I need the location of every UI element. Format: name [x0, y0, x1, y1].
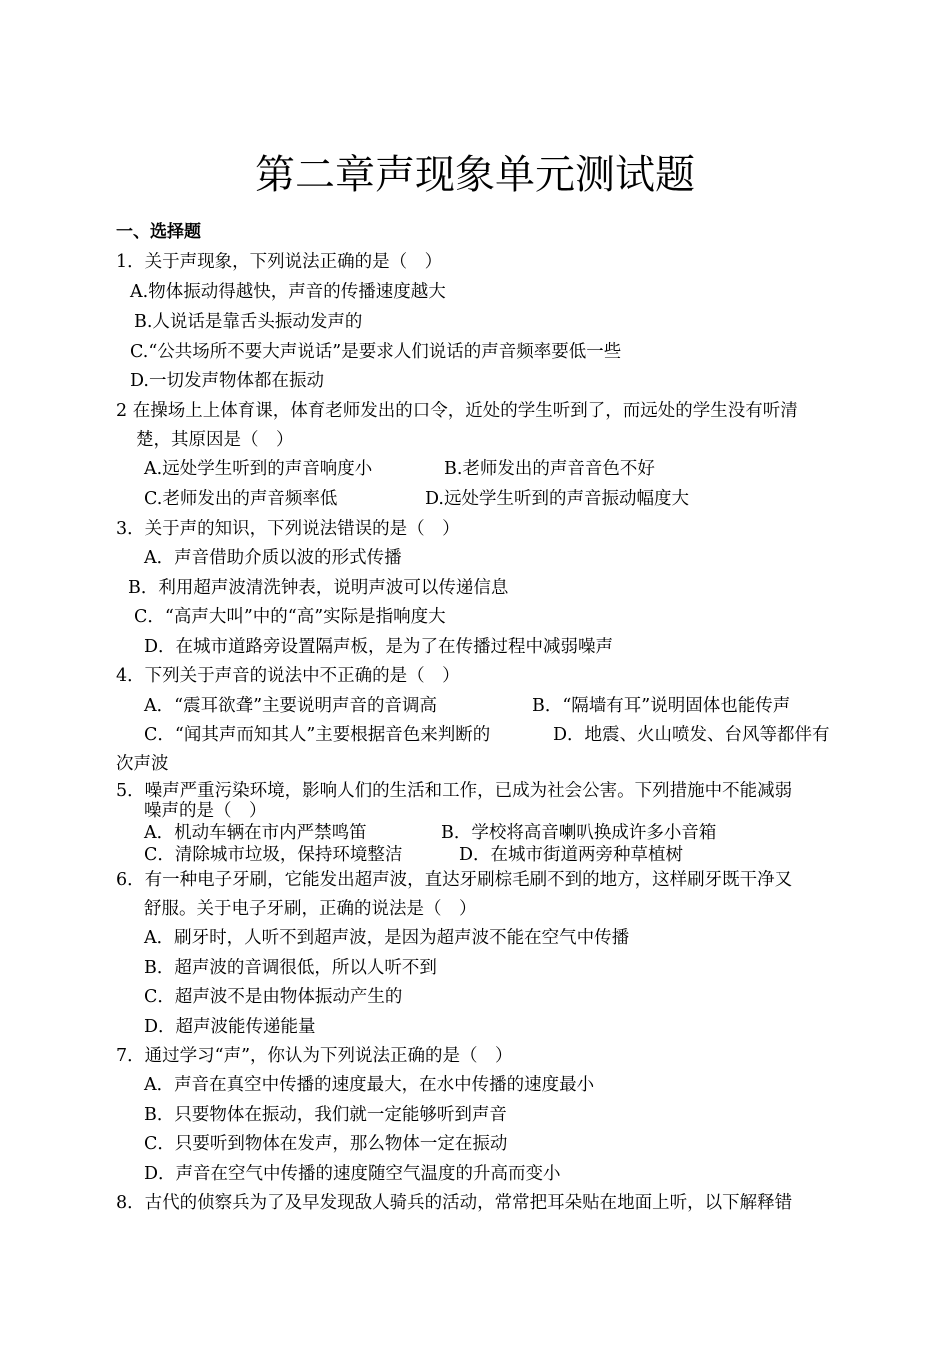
section-heading: 一、选择题 — [116, 222, 201, 242]
q1-option-d: D.一切发声物体都在振动 — [130, 371, 324, 391]
q4-option-a: A．“震耳欲聋”主要说明声音的音调高 — [144, 696, 438, 716]
q4-option-b: B．“隔墙有耳”说明固体也能传声 — [532, 696, 791, 716]
q5-option-d: D．在城市街道两旁种草植树 — [459, 845, 684, 865]
question-6-cont: 舒服。关于电子牙刷，正确的说法是（ ） — [144, 899, 477, 919]
q7-option-b: B．只要物体在振动，我们就一定能够听到声音 — [144, 1105, 507, 1125]
q5-option-a: A．机动车辆在市内严禁鸣笛 — [144, 823, 367, 843]
q2-option-c: C.老师发出的声音频率低 — [144, 489, 338, 509]
q2-option-a: A.远处学生听到的声音响度小 — [144, 459, 373, 479]
question-4: 4．下列关于声音的说法中不正确的是（ ） — [116, 666, 460, 686]
question-1: 1．关于声现象，下列说法正确的是（ ） — [116, 252, 443, 272]
q7-option-a: A．声音在真空中传播的速度最大，在水中传播的速度最小 — [144, 1075, 595, 1095]
q1-option-b: B.人说话是靠舌头振动发声的 — [134, 312, 363, 332]
q6-option-d: D．超声波能传递能量 — [144, 1017, 316, 1037]
q3-option-a: A．声音借助介质以波的形式传播 — [144, 548, 402, 568]
q4-option-d: D．地震、火山喷发、台风等都伴有 — [553, 725, 830, 745]
q7-option-d: D．声音在空气中传播的速度随空气温度的升高而变小 — [144, 1164, 561, 1184]
q3-option-d: D．在城市道路旁设置隔声板，是为了在传播过程中减弱噪声 — [144, 637, 614, 657]
q1-option-a: A.物体振动得越快，声音的传播速度越大 — [130, 282, 446, 302]
question-6: 6．有一种电子牙刷，它能发出超声波，直达牙刷棕毛刷不到的地方，这样刷牙既干净又 — [116, 870, 793, 890]
q6-option-b: B．超声波的音调很低，所以人听不到 — [144, 958, 437, 978]
q5-option-c: C．清除城市垃圾，保持环境整洁 — [144, 845, 403, 865]
question-3: 3．关于声的知识，下列说法错误的是（ ） — [116, 519, 460, 539]
question-5: 5．噪声严重污染环境，影响人们的生活和工作，已成为社会公害。下列措施中不能减弱 — [116, 781, 793, 801]
question-2-cont: 楚，其原因是（ ） — [136, 430, 294, 450]
q2-option-d: D.远处学生听到的声音振动幅度大 — [425, 489, 689, 509]
q7-option-c: C．只要听到物体在发声，那么物体一定在振动 — [144, 1134, 508, 1154]
q1-option-c: C.“公共场所不要大声说话”是要求人们说话的声音频率要低一些 — [130, 342, 622, 362]
question-7: 7．通过学习“声”，你认为下列说法正确的是（ ） — [116, 1046, 513, 1066]
question-5-cont: 噪声的是（ ） — [144, 801, 267, 821]
q5-option-b: B．学校将高音喇叭换成许多小音箱 — [441, 823, 717, 843]
q3-option-c: C．“高声大叫”中的“高”实际是指响度大 — [134, 607, 446, 627]
page-title: 第二章声现象单元测试题 — [255, 152, 695, 198]
q6-option-c: C．超声波不是由物体振动产生的 — [144, 987, 403, 1007]
q4-option-d-cont: 次声波 — [116, 754, 169, 774]
question-8: 8．古代的侦察兵为了及早发现敌人骑兵的活动，常常把耳朵贴在地面上听，以下解释错 — [116, 1193, 793, 1213]
q3-option-b: B．利用超声波清洗钟表，说明声波可以传递信息 — [128, 578, 509, 598]
q2-option-b: B.老师发出的声音音色不好 — [444, 459, 655, 479]
q6-option-a: A．刷牙时，人听不到超声波，是因为超声波不能在空气中传播 — [144, 928, 630, 948]
q4-option-c: C．“闻其声而知其人”主要根据音色来判断的 — [144, 725, 491, 745]
question-2: 2 在操场上上体育课，体育老师发出的口令，近处的学生听到了，而远处的学生没有听清 — [116, 401, 798, 421]
